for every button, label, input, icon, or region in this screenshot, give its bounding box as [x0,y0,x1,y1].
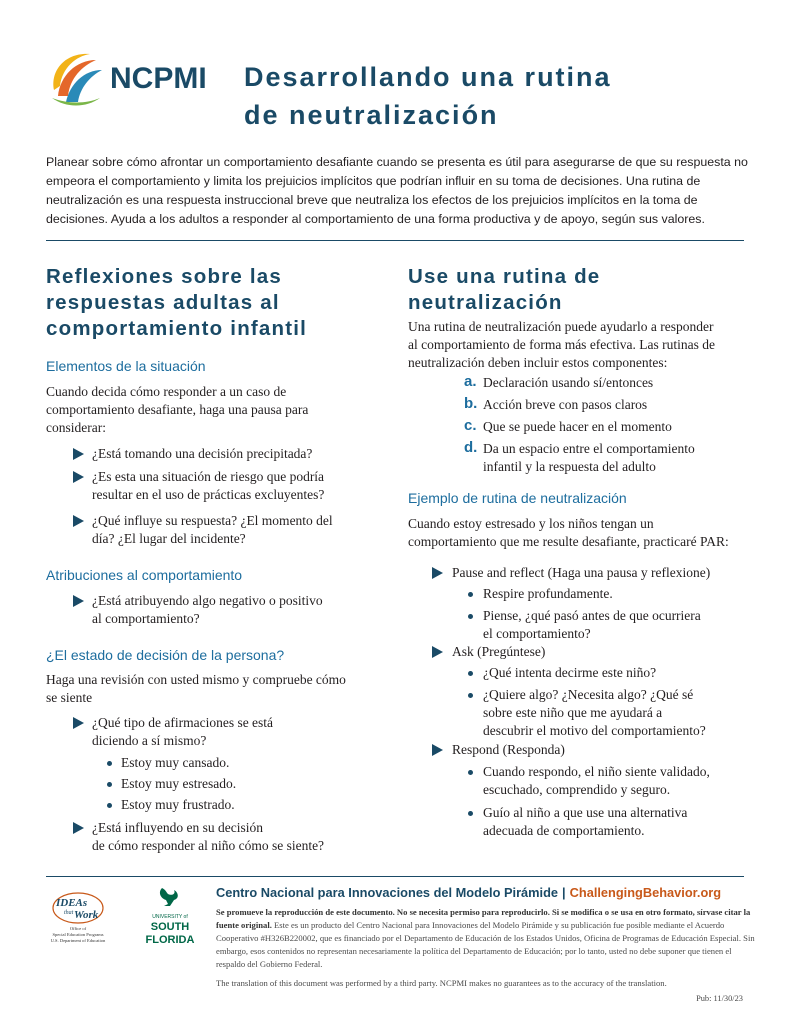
text-line: se siente [46,690,93,705]
arrow-bullet-icon [73,448,84,460]
legal-text: Este es un producto del Centro Nacional para Innovaciones del Modelo Pirámide y su publicación fue posible mediante el Acuerdo Cooperativo #H326B220002, que es financiado por el Departamento de Educación de los Estados Unidos, Oficina de Programas de Educación Especial. Sin embargo, esos contenidos no representan necesariamente la política del Departamento de Educación; por lo tanto, usted no debe suponer que tienen el respaldo del Gobierno Federal. [216,920,755,969]
bullet-dot-icon [468,614,473,619]
arrow-bullet-icon [73,717,84,729]
usf-logo-line: FLORIDA [145,934,195,946]
text-line: Una rutina de neutralización puede ayudarlo a responder [408,319,714,334]
ideas-logo-line: IDEAs [56,897,88,909]
ncpmi-swirl-icon [46,46,224,110]
decision-state-item [92,714,273,750]
footer-legal [216,906,756,971]
text-line: Cuando decida cómo responder a un caso de [46,384,287,399]
bullet-dot-icon [468,671,473,676]
attributions-item [92,592,323,628]
bullet-dot-icon [107,782,112,787]
arrow-bullet-icon [432,567,443,579]
attributions-subheading: Atribuciones al comportamiento [46,567,243,583]
step-label: Ask (Pregúntese) [452,644,546,659]
usf-logo-line: UNIVERSITY of [152,914,188,920]
arrow-bullet-icon [73,822,84,834]
arrow-bullet-icon [432,744,443,756]
text-line: ¿Está atribuyendo algo negativo o positivo [92,593,323,608]
text-line: considerar: [46,420,106,435]
feeling-bullet: Estoy muy estresado. [121,776,237,791]
situation-intro [46,383,366,437]
ideas-that-work-logo [48,888,108,948]
step-bullet [483,804,687,840]
text-line: al comportamiento? [92,611,200,626]
text-line: ¿Está tomando una decisión precipitada? [92,446,313,461]
right-intro [408,318,748,372]
footer-title [216,885,721,900]
ideas-logo-line: Work [74,909,99,921]
intro-paragraph: Planear sobre cómo afrontar un comportamiento desafiante cuando se presenta es útil para asegurarse de que su respuesta no empeora el comportamiento y limita los prejuicios implícitos que podrían influir en su toma de decisiones. Una rutina de neutralización es una respuesta instruccional breve que neutraliza los efectos de los prejuicios implícitos en la toma de decisiones. Ayuda a los adultos a responder al comportamiento de una forma productiva y de apoyo, según sus valores. [46,155,748,226]
decision-state-item [92,819,324,855]
bullet-dot-icon [468,811,473,816]
text-line: comportamiento que me resulte desafiante, practicaré PAR: [408,534,729,549]
text-line: al comportamiento de forma más efectiva. Las rutinas de [408,337,716,352]
text-line: neutralización deben incluir estos componentes: [408,355,668,370]
text-line: ¿Qué tipo de afirmaciones se está [92,715,274,730]
bullet-dot-icon [468,592,473,597]
situation-item [92,445,312,463]
step-label: Respond (Responda) [452,742,565,757]
text-line: infantil y la respuesta del adulto [483,459,656,474]
right-heading-line: neutralización [408,291,563,314]
example-subheading: Ejemplo de rutina de neutralización [408,490,627,506]
usf-logo-line: SOUTH [150,921,190,933]
component-item: Que se puede hacer en el momento [483,419,672,434]
decision-state-subheading: ¿El estado de decisión de la persona? [46,647,285,663]
step-bullet: Respire profundamente. [483,586,613,601]
usf-logo [140,884,200,948]
arrow-bullet-icon [73,515,84,527]
arrow-bullet-icon [73,471,84,483]
bull-icon [160,888,178,906]
example-intro [408,515,753,551]
divider-top [46,240,744,241]
bullet-dot-icon [107,803,112,808]
text-line: comportamiento desafiante, haga una pausa para [46,402,309,417]
text-line: Da un espacio entre el comportamiento [483,441,695,456]
text-line: Guío al niño a que use una alternativa [483,805,688,820]
bullet-dot-icon [468,770,473,775]
text-line: ¿Qué influye su respuesta? ¿El momento del [92,513,333,528]
bullet-dot-icon [468,693,473,698]
component-letter: a. [464,373,477,390]
text-line: Piense, ¿qué pasó antes de que ocurriera [483,608,701,623]
step-bullet: ¿Qué intenta decirme este niño? [483,665,657,680]
ideas-logo-sub: Office of [69,926,87,931]
bullet-dot-icon [107,761,112,766]
text-line: de cómo responder al niño cómo se siente? [92,838,325,853]
component-item: Acción breve con pasos claros [483,397,648,412]
text-line: Cuando respondo, el niño siente validado, [483,764,710,779]
step-label: Pause and reflect (Haga una pausa y reflexione) [452,565,711,580]
translation-note: The translation of this document was performed by a third party. NCPMI makes no guarantees as to the accuracy of the translation. [216,978,667,988]
text-line: Cuando estoy estresado y los niños tengan un [408,516,654,531]
right-column-heading [408,264,738,316]
ncpmi-logo [46,46,224,110]
text-line: escuchado, comprendido y seguro. [483,782,671,797]
step-bullet [483,763,710,799]
text-line: resultar en el uso de prácticas excluyentes? [92,487,325,502]
text-line: ¿Es esta una situación de riesgo que podría [92,469,325,484]
arrow-bullet-icon [432,646,443,658]
left-heading-line: respuestas adultas al [46,291,280,314]
legal-bold: Se promueve la reproducción de este documento. No se necesita permiso para reproducirlo. Si se modifica o se usa en otro formato, sírvase citar la fuente original. [216,907,751,930]
step-bullet [483,607,701,643]
feeling-bullet: Estoy muy cansado. [121,755,230,770]
component-letter: d. [464,439,478,456]
situation-subheading: Elementos de la situación [46,358,206,374]
website-link[interactable]: ChallengingBehavior.org [569,885,722,900]
brand-text: NCPMI [110,62,207,95]
page-title-line-1: Desarrollando una rutina [244,62,612,92]
text-line: Haga una revisión con usted mismo y compruebe cómo [46,672,346,687]
ideas-logo-sub: U.S. Department of Education [50,938,106,943]
right-heading-line: Use una rutina de [408,265,601,288]
ideas-logo-sub: Special Education Programs [52,932,104,937]
feeling-bullet: Estoy muy frustrado. [121,797,235,812]
decision-state-intro [46,671,376,707]
page-title-line-2: de neutralización [244,100,499,130]
component-letter: b. [464,395,478,412]
text-line: adecuada de comportamiento. [483,823,645,838]
left-heading-line: Reflexiones sobre las [46,265,282,288]
text-line: día? ¿El lugar del incidente? [92,531,246,546]
situation-item [92,468,324,504]
component-item: Declaración usando sí/entonces [483,375,654,390]
text-line: ¿Quiere algo? ¿Necesita algo? ¿Qué sé [483,687,694,702]
left-column-heading [46,264,376,342]
text-line: el comportamiento? [483,626,591,641]
text-line: descubrir el motivo del comportamiento? [483,723,706,738]
situation-item [92,512,333,548]
publication-date: Pub: 11/30/23 [696,994,743,1003]
component-item [483,440,695,476]
text-line: ¿Está influyendo en su decisión [92,820,263,835]
ideas-logo-line: that [64,910,74,916]
component-letter: c. [464,417,477,434]
left-heading-line: comportamiento infantil [46,317,308,340]
arrow-bullet-icon [73,595,84,607]
footer-separator: | [562,885,566,900]
step-bullet [483,686,706,740]
center-name: Centro Nacional para Innovaciones del Modelo Pirámide [216,885,559,900]
text-line: sobre este niño que me ayudará a [483,705,663,720]
text-line: diciendo a sí mismo? [92,733,207,748]
divider-bottom [46,876,744,877]
